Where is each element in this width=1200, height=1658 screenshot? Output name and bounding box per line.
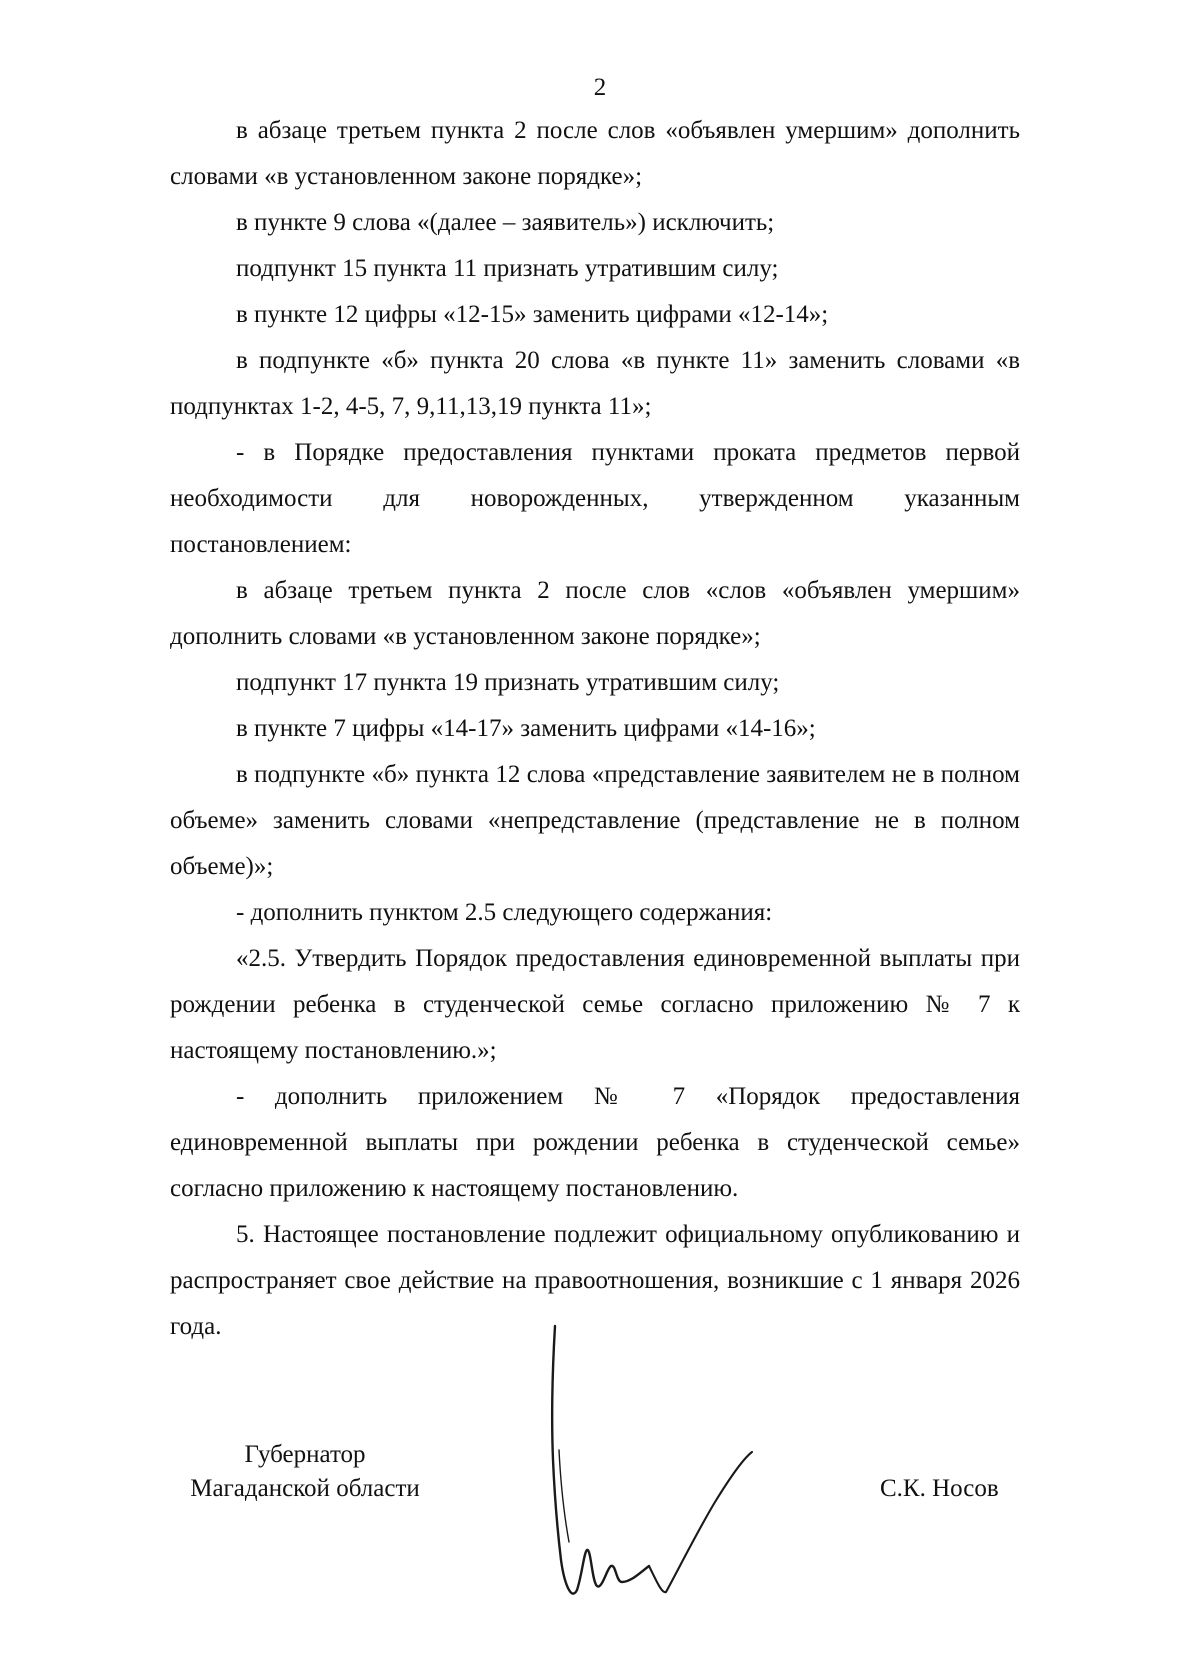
signer-name: С.К. Носов — [880, 1475, 999, 1502]
paragraph: в пункте 12 цифры «12-15» заменить цифрами «12-14»; — [236, 301, 829, 328]
paragraph: в абзаце третьем пункта 2 после слов «слов «объявлен умершим» дополнить словами «в установленном законе порядке»; — [170, 577, 1020, 650]
paragraph: в абзаце третьем пункта 2 после слов «объявлен умершим» дополнить словами «в установленном законе порядке»; — [170, 117, 1020, 190]
paragraph: - дополнить приложением № 7 «Порядок предоставления единовременной выплаты при рождении ребенка в студенческой семье» согласно приложению к настоящему постановлению. — [170, 1083, 1020, 1202]
paragraph: в подпункте «б» пункта 12 слова «представление заявителем не в полном объеме» заменить словами «непредставление (представление не в полном объеме)»; — [170, 761, 1020, 880]
paragraph: подпункт 17 пункта 19 признать утратившим силу; — [236, 669, 780, 696]
paragraph: - в Порядке предоставления пунктами проката предметов первой необходимости для новорожденных, утвержденном указанным постановлением: — [170, 439, 1020, 558]
signature-stroke — [552, 1326, 649, 1594]
page-number: 2 — [593, 74, 607, 101]
paragraph: в пункте 7 цифры «14-17» заменить цифрами «14-16»; — [236, 715, 816, 742]
paragraph: в пункте 9 слова «(далее – заявитель») исключить; — [236, 209, 775, 236]
signer-title-line: Губернатор — [244, 1441, 366, 1468]
paragraph: в подпункте «б» пункта 20 слова «в пункте 11» заменить словами «в подпунктах 1-2, 4-5, 7, 9,11,13,19 пункта 11»; — [170, 347, 1020, 420]
paragraph: «2.5. Утвердить Порядок предоставления единовременной выплаты при рождении ребенка в студенческой семье согласно приложению № 7 к настоящему постановлению.»; — [170, 945, 1020, 1064]
paragraph: подпункт 15 пункта 11 признать утратившим силу; — [236, 255, 779, 282]
handwritten-signature — [545, 1320, 765, 1610]
signature-stroke — [559, 1450, 569, 1542]
paragraph: - дополнить пунктом 2.5 следующего содержания: — [236, 899, 773, 926]
signature-block — [0, 1438, 1200, 1658]
signature-strokes — [552, 1326, 752, 1594]
signer-title-line: Магаданской области — [190, 1475, 420, 1502]
signature-stroke — [649, 1452, 752, 1592]
paragraph: 5. Настоящее постановление подлежит официальному опубликованию и распространяет свое действие на правоотношения, возникшие с 1 января 2026 года. — [170, 1221, 1020, 1340]
signer-title — [170, 1438, 440, 1506]
document-body — [170, 108, 1020, 1350]
